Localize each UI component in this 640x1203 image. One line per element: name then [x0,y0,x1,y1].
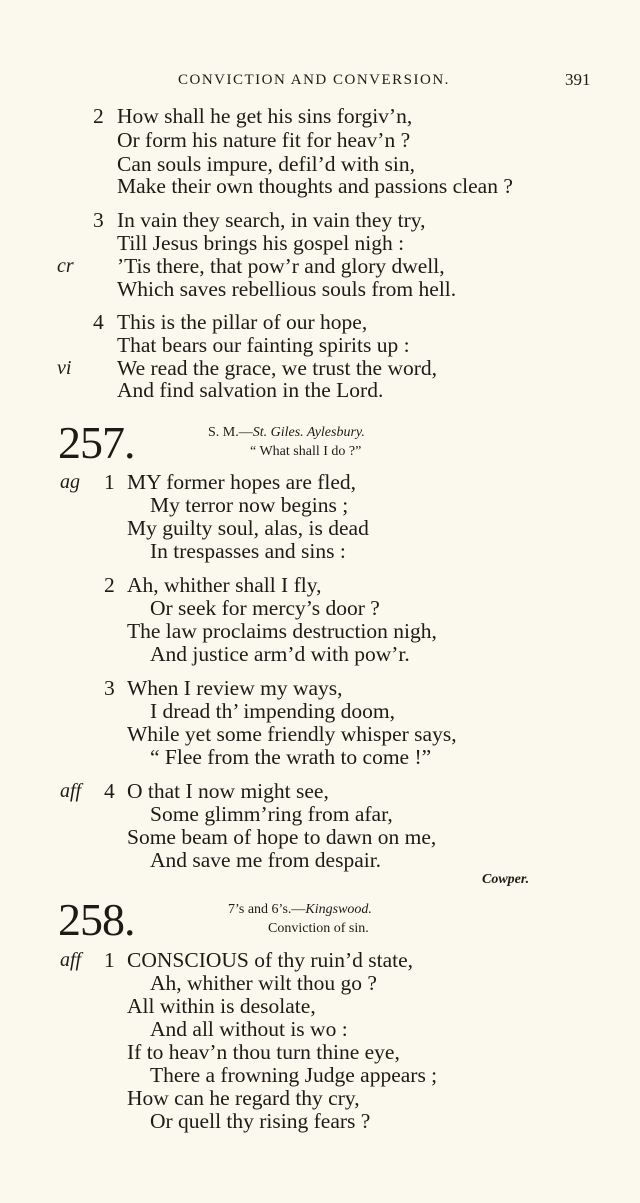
verse-line: In vain they search, in vain they try, [117,208,426,232]
hymn-subtitle: “ What shall I do ?” [250,444,362,459]
hymn-number: 257. [58,417,135,468]
performance-mark: vi [57,357,72,379]
stanza-number: 2 [104,573,115,597]
verse-line: And save me from despair. [150,848,382,872]
verse-line: Some glimm’ring from afar, [150,802,393,826]
running-header [0,72,640,96]
verse-line: Or quell thy rising fears ? [150,1109,371,1133]
verse-line: My terror now begins ; [150,493,349,517]
hymn-subtitle: Conviction of sin. [268,921,369,936]
verse-line: CONSCIOUS of thy ruin’d state, [127,948,414,972]
hymn-author: Cowper. [482,872,530,887]
verse-line: Which saves rebellious souls from hell. [117,277,457,301]
stanza-number: 4 [93,310,104,334]
verse-line: Or form his nature fit for heav’n ? [117,128,411,152]
verse-line: Can souls impure, defil’d with sin, [117,152,415,176]
performance-mark: cr [57,255,74,277]
stanza-number: 4 [104,779,115,803]
performance-mark: aff [60,780,82,802]
stanza-number: 1 [104,470,115,494]
verse-line: There a frowning Judge appears ; [150,1063,438,1087]
verse-line: My guilty soul, alas, is dead [127,516,369,540]
verse-line: That bears our fainting spirits up : [117,333,410,357]
stanza-number: 3 [104,676,115,700]
verse-line: How shall he get his sins forgiv’n, [117,104,413,128]
verse-line: When I review my ways, [127,676,343,700]
verse-line: Ah, whither wilt thou go ? [150,971,377,995]
verse-line: Some beam of hope to dawn on me, [127,825,437,849]
stanza-number: 3 [93,208,104,232]
verse-line: The law proclaims destruction nigh, [127,619,437,643]
verse-line: All within is desolate, [127,994,316,1018]
verse-line: Ah, whither shall I fly, [127,573,322,597]
verse-line: Or seek for mercy’s door ? [150,596,380,620]
verse-line: And all without is wo : [150,1017,348,1041]
hymn-number: 258. [58,894,135,945]
stanza-number: 2 [93,104,104,128]
running-title: CONVICTION AND CONVERSION. [178,72,450,88]
verse-line: How can he regard thy cry, [127,1086,360,1110]
performance-mark: aff [60,949,82,971]
verse-line: If to heav’n thou turn thine eye, [127,1040,400,1064]
verse-line: We read the grace, we trust the word, [117,356,438,380]
verse-line: And justice arm’d with pow’r. [150,642,410,666]
verse-line: And find salvation in the Lord. [117,378,384,402]
hymn-meter: S. M.—St. Giles. Aylesbury. [208,425,365,440]
page-number: 391 [565,70,591,89]
verse-line: Make their own thoughts and passions clean ? [117,174,513,198]
verse-line: I dread th’ impending doom, [150,699,396,723]
verse-line: ’Tis there, that pow’r and glory dwell, [117,254,445,278]
performance-mark: ag [60,471,80,493]
hymn-meter: 7’s and 6’s.—Kingswood. [228,902,372,917]
verse-line: MY former hopes are fled, [127,470,357,494]
verse-line: “ Flee from the wrath to come !” [150,745,432,769]
verse-line: Till Jesus brings his gospel nigh : [117,231,405,255]
stanza-number: 1 [104,948,115,972]
verse-line: O that I now might see, [127,779,329,803]
verse-line: In trespasses and sins : [150,539,346,563]
verse-line: This is the pillar of our hope, [117,310,368,334]
verse-line: While yet some friendly whisper says, [127,722,457,746]
